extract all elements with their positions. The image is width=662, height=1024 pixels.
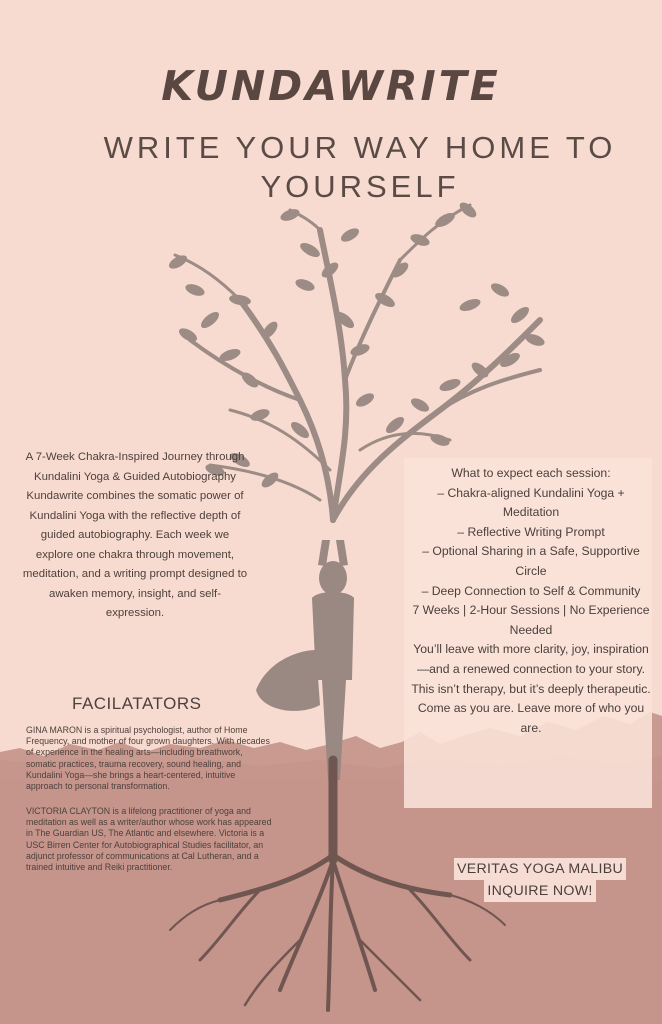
venue-label: VERITAS YOGA MALIBU bbox=[454, 858, 626, 880]
page-title: KUNDAWRITE bbox=[161, 62, 501, 110]
intro-tagline: A 7-Week Chakra-Inspired Journey through Kundalini Yoga & Guided Autobiography bbox=[25, 451, 245, 483]
session-item: – Optional Sharing in a Safe, Supportive Circle bbox=[422, 544, 640, 578]
session-item: – Deep Connection to Self & Community bbox=[421, 583, 641, 598]
facilitator-bio-gina: GINA MARON is a spiritual psychologist, author of Home Frequency, and mother of four grown daughters. With decades of experience in the healing arts—including breathwork, somatic practices, trauma recovery, sound healing, and Kundalini Yoga—she brings a heart-centered, intuitive approach to personal transformation. bbox=[26, 725, 270, 792]
inquire-link[interactable]: INQUIRE NOW! bbox=[484, 880, 595, 902]
session-closing: Come as you are. Leave more of who you are. bbox=[417, 701, 645, 735]
session-details bbox=[411, 464, 651, 738]
session-schedule: 7 Weeks | 2-Hour Sessions | No Experience Needed bbox=[412, 603, 650, 637]
page-subtitle: WRITE YOUR WAY HOME TO YOURSELF bbox=[103, 130, 617, 204]
intro-section bbox=[22, 448, 248, 624]
session-item: – Chakra-aligned Kundalini Yoga + Meditation bbox=[437, 485, 625, 520]
session-heading: What to expect each session: bbox=[451, 466, 611, 480]
facilitators-heading: FACILATATORS bbox=[72, 694, 202, 713]
session-item: – Reflective Writing Prompt bbox=[457, 524, 605, 539]
session-outcome: You’ll leave with more clarity, joy, inspiration—and a renewed connection to your story. bbox=[413, 642, 649, 676]
session-note: This isn’t therapy, but it’s deeply therapeutic. bbox=[411, 681, 651, 696]
cta-block bbox=[442, 858, 638, 902]
intro-description: Kundawrite combines the somatic power of Kundalini Yoga with the reflective depth of guided autobiography. Each week we explore one chakra through movement, meditation, and a writing prompt designed to awaken memory, insight, and self-expression. bbox=[22, 490, 248, 619]
facilitator-bio-victoria: VICTORIA CLAYTON is a lifelong practitioner of yoga and meditation as well as a writer/author whose work has appeared in The Guardian US, The Atlantic and elsewhere. Victoria is a USC Birren Center for Autobiographical Studies facilitator, an adjunct professor of communications at Cal Lutheran, and a trained intuitive and Reiki practitioner. bbox=[26, 806, 272, 873]
